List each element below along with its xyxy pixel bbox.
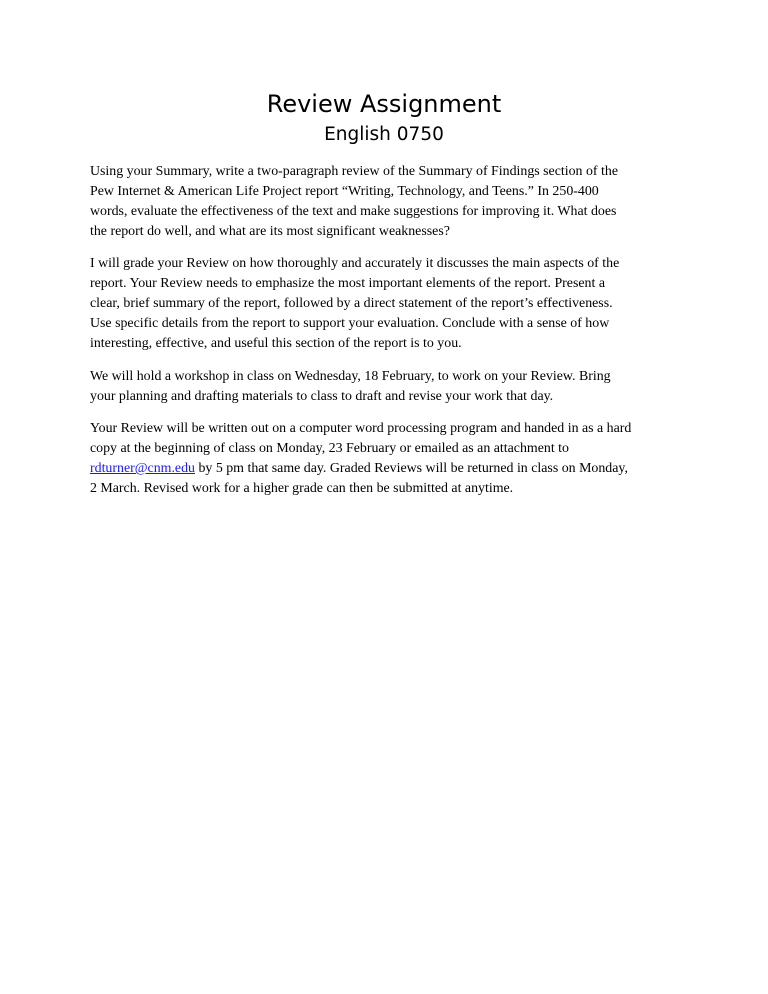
paragraph-line: Your Review will be written out on a computer word processing program and handed in as a hard <box>90 421 632 436</box>
paragraph-line: I will grade your Review on how thoroughly and accurately it discusses the main aspects of the <box>90 256 620 271</box>
paragraph-line: Using your Summary, write a two-paragraph review of the Summary of Findings section of the <box>90 164 618 179</box>
paragraph-line: Use specific details from the report to support your evaluation. Conclude with a sense of how <box>90 316 610 331</box>
paragraph-grading <box>90 254 690 354</box>
paragraph-instructions <box>90 162 690 242</box>
paragraph-line-text: by 5 pm that same day. Graded Reviews will be returned in class on Monday, <box>194 461 628 476</box>
paragraph-workshop <box>90 367 690 407</box>
paragraph-submission <box>90 419 690 499</box>
paragraph-line: report. Your Review needs to emphasize the most important elements of the report. Present a <box>90 276 605 291</box>
paragraph-line: 2 March. Revised work for a higher grade can then be submitted at anytime. <box>90 481 514 496</box>
document-title: Review Assignment <box>266 90 502 118</box>
paragraph-line: words, evaluate the effectiveness of the text and make suggestions for improving it. What does <box>90 204 617 219</box>
paragraph-line: the report do well, and what are its most significant weaknesses? <box>90 224 450 239</box>
paragraph-line: interesting, effective, and useful this section of the report is to you. <box>90 336 462 351</box>
paragraph-line: your planning and drafting materials to class to draft and revise your work that day. <box>90 389 554 404</box>
email-link[interactable]: rdturner@cnm.edu <box>90 461 195 476</box>
paragraph-line: Pew Internet & American Life Project report “Writing, Technology, and Teens.” In 250-400 <box>90 184 599 199</box>
paragraph-line-with-email <box>90 459 690 479</box>
paragraph-line: clear, brief summary of the report, followed by a direct statement of the report’s effectiveness. <box>90 296 613 311</box>
paragraph-line: We will hold a workshop in class on Wednesday, 18 February, to work on your Review. Bring <box>90 369 611 384</box>
document-subtitle: English 0750 <box>324 124 444 145</box>
paragraph-line: copy at the beginning of class on Monday, 23 February or emailed as an attachment to <box>90 441 569 456</box>
